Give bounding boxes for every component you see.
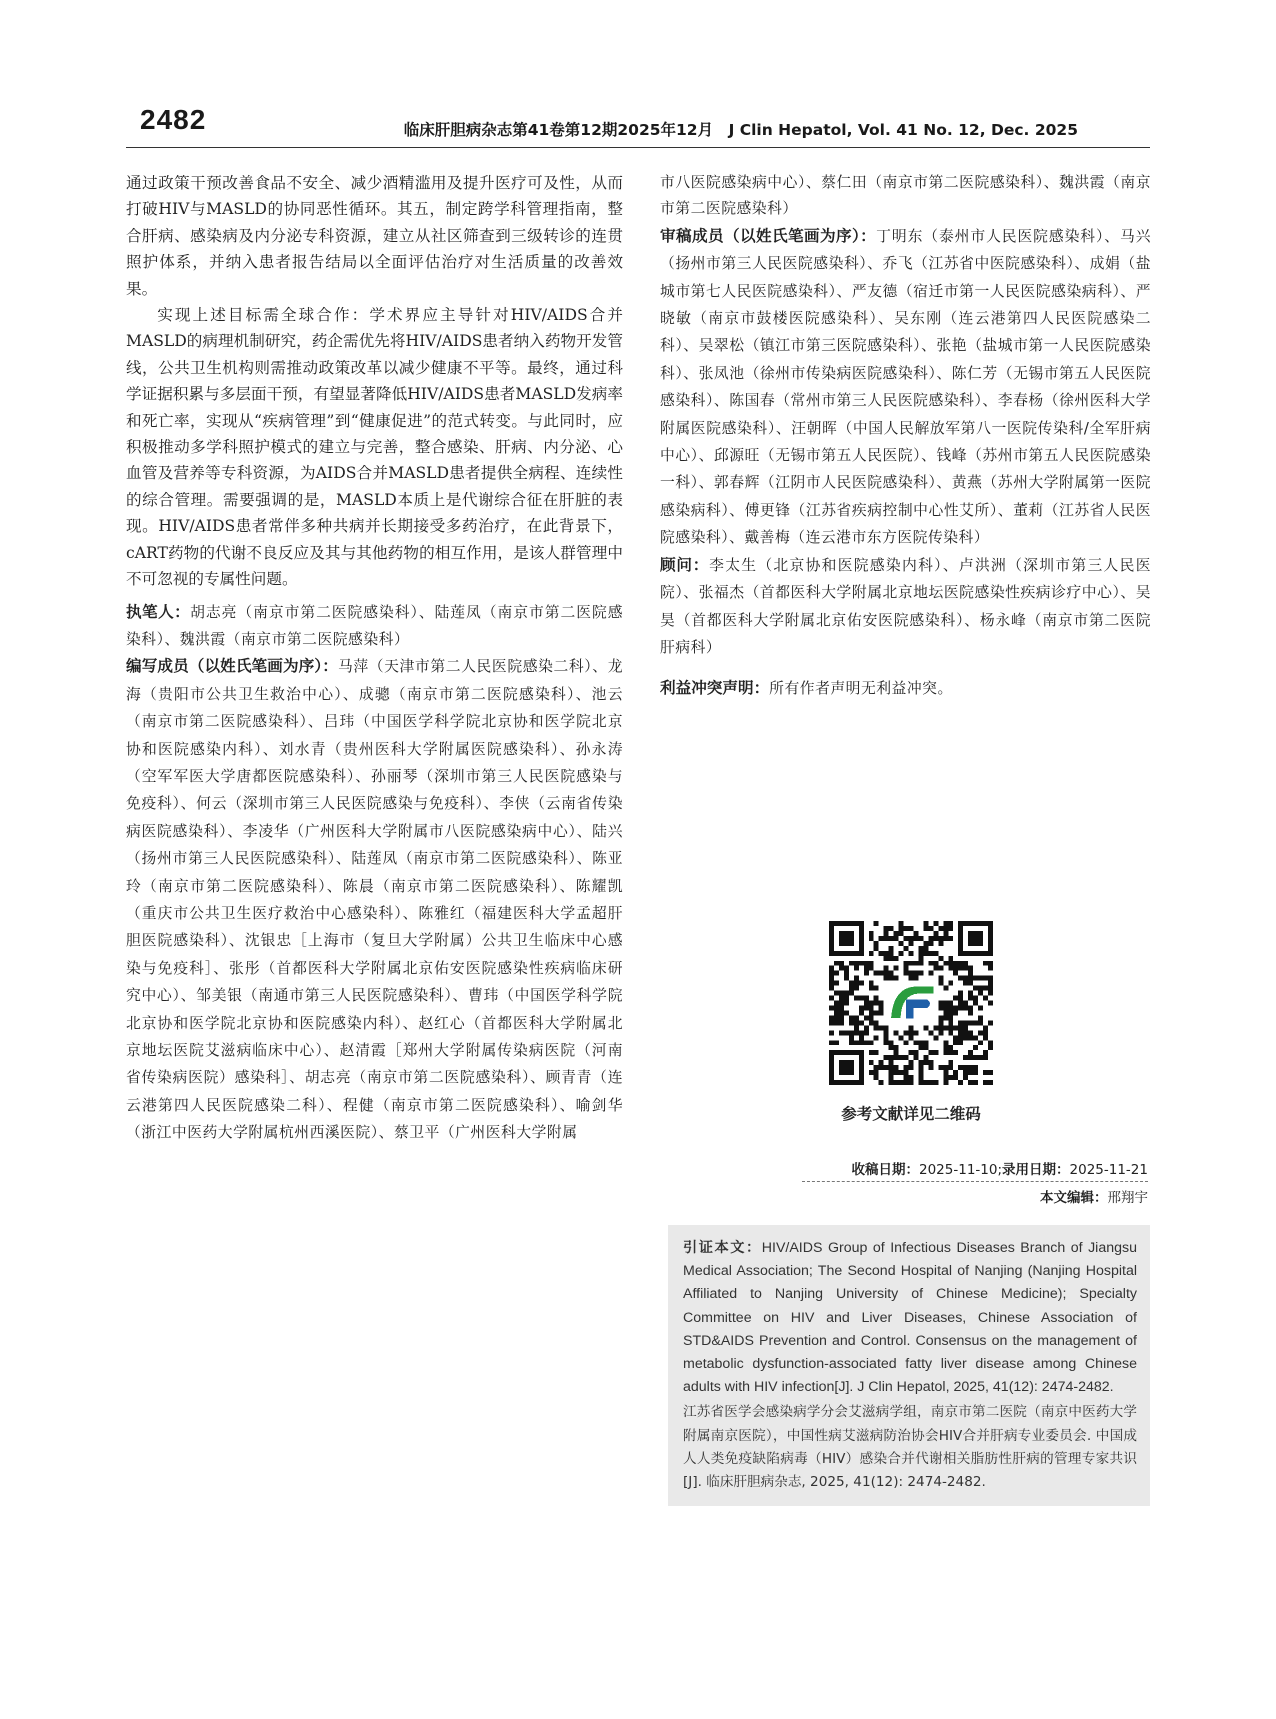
members-list: 马萍（天津市第二人民医院感染二科）、龙海（贵阳市公共卫生救治中心）、成骢（南京市第二医院感染科）、池云（南京市第二医院感染科）、吕玮（中国医学科学院北京协和医学院北京协和医院感染内科）、刘水青（贵州医科大学附属医院感染科）、孙永涛（空军军医大学唐都医院感染科）、孙丽琴（深圳市第三人民医院感染与免疫科）、何云（深圳市第三人民医院感染与免疫科）、李侠（云南省传染病医院感染科）、李凌华（广州医科大学附属市八医院感染病中心）、陆兴（扬州市第三人民医院感染科）、陆莲凤（南京市第二医院感染科）、陈亚玲（南京市第二医院感染科）、陈晨（南京市第二医院感染科）、陈耀凯（重庆市公共卫生医疗救治中心感染科）、陈雅红（福建医科大学孟超肝胆医院感染科）、沈银忠［上海市（复旦大学附属）公共卫生临床中心感染与免疫科］、张彤（首都医科大学附属北京佑安医院感染性疾病临床研究中心）、邹美银（南通市第三人民医院感染科）、曹玮（中国医学科学院北京协和医学院北京协和医院感染内科）、赵红心（首都医科大学附属北京地坛医院艾滋病临床中心）、赵清霞［郑州大学附属传染病医院（河南省传染病医院）感染科］、胡志亮（南京市第二医院感染科）、顾青青（连云港第四人民医院感染二科）、程健（南京市第二医院感染科）、喻剑华（浙江中医药大学附属杭州西溪医院）、蔡卫平（广州医科大学附属 <box>126 658 623 1142</box>
header-rule <box>126 147 1150 148</box>
editor-name: 邢翔宇 <box>1107 1190 1148 1206</box>
reviewers-label: 审稿成员（以姓氏笔画为序）： <box>660 226 877 245</box>
advisors-entry <box>660 552 1151 662</box>
members-label: 编写成员（以姓氏笔画为序）： <box>126 657 338 676</box>
advisors-list: 李太生（北京协和医院感染内科）、卢洪洲（深圳市第三人民医院）、张福杰（首都医科大学附属北京地坛医院感染性疾病诊疗中心）、吴昊（首都医科大学附属北京佑安医院感染科）、杨永峰（南京市第二医院肝病科） <box>660 556 1151 656</box>
dates-rule <box>802 1181 1148 1182</box>
accepted-date: 2025-11-21 <box>1069 1162 1148 1178</box>
advisors-label: 顾问： <box>660 555 710 574</box>
coi-entry <box>660 675 1151 702</box>
members-list-continued: 市八医院感染病中心）、蔡仁田（南京市第二医院感染科）、魏洪霞（南京市第二医院感染科） <box>660 174 1151 218</box>
running-head: 临床肝胆病杂志第41卷第12期2025年12月 J Clin Hepatol, Vol. 41 No. 12, Dec. 2025 <box>403 121 1078 139</box>
received-label: 收稿日期： <box>851 1162 919 1178</box>
coi-text: 所有作者声明无利益冲突。 <box>769 680 953 698</box>
coi-label: 利益冲突声明： <box>660 679 770 698</box>
citation-label: 引证本文： <box>683 1240 762 1256</box>
page-header <box>0 0 1276 150</box>
dates-line: 收稿日期：2025-11-10;录用日期：2025-11-21 <box>851 1162 1148 1178</box>
right-column <box>660 170 1151 703</box>
citation-box <box>668 1225 1150 1506</box>
citation-chinese: 江苏省医学会感染病学分会艾滋病学组，南京市第二医院（南京中医药大学附属南京医院），中国性病艾滋病防治协会HIV合并肝病专业委员会. 中国成人人类免疫缺陷病毒（HIV）感染合并代谢相关脂肪性肝病的管理专家共识[J]. 临床肝胆病杂志, 2025, 41(12): 2474-2482. <box>683 1404 1137 1491</box>
reviewers-entry <box>660 223 1151 552</box>
accepted-label: 录用日期： <box>1002 1162 1070 1178</box>
received-date: 2025-11-10 <box>919 1162 998 1178</box>
qr-caption: 参考文献详见二维码 <box>841 1105 981 1123</box>
members-entry <box>126 653 623 1146</box>
qr-code[interactable] <box>829 921 993 1085</box>
reviewers-list: 丁明东（泰州市人民医院感染科）、马兴（扬州市第三人民医院感染科）、乔飞（江苏省中医院感染科）、成娟（盐城市第七人民医院感染科）、严友德（宿迁市第一人民医院感染病科）、严晓敏（南京市鼓楼医院感染科）、吴东刚（连云港第四人民医院感染二科）、吴翠松（镇江市第三医院感染科）、张艳（盐城市第一人民医院感染科）、张凤池（徐州市传染病医院感染科）、陈仁芳（无锡市第五人民医院感染科）、陈国春（常州市第三人民医院感染科）、李春杨（徐州医科大学附属医院感染科）、汪朝晖（中国人民解放军第八一医院传染科/全军肝病中心）、邱源旺（无锡市第五人民医院）、钱峰（苏州市第五人民医院感染一科）、郭春辉（江阴市人民医院感染科）、黄燕（苏州大学附属第一医院感染病科）、傅更锋（江苏省疾病控制中心性艾所）、董莉（江苏省人民医院感染科）、戴善梅（连云港市东方医院传染科） <box>660 227 1151 547</box>
writers-list: 胡志亮（南京市第二医院感染科）、陆莲凤（南京市第二医院感染科）、魏洪霞（南京市第二医院感染科） <box>126 603 623 648</box>
citation-english-text: HIV/AIDS Group of Infectious Diseases Branch of Jiangsu Medical Association; The Second Hospital of Nanjing (Nanjing Hospital Affiliated to Nanjing University of Chinese Medicine); Specialty Committee on HIV and Liver Diseases, Chinese Association of STD&AIDS Prevention and Control. Consensus on the management of metabolic dysfunction-associated fatty liver disease among Chinese adults with HIV infection[J]. J Clin Hepatol, 2025, 41(12): 2474-2482. <box>683 1240 1137 1396</box>
qr-code-icon <box>829 921 993 1085</box>
body-paragraph: 实现上述目标需全球合作：学术界应主导针对HIV/AIDS合并MASLD的病理机制研究，药企需优先将HIV/AIDS患者纳入药物开发管线，公共卫生机构则需推动政策改革以减少健康不平等。最终，通过科学证据积累与多层面干预，有望显著降低HIV/AIDS患者MASLD发病率和死亡率，实现从“疾病管理”到“健康促进”的范式转变。与此同时，应积极推动多学科照护模式的建立与完善，整合感染、肝病、内分泌、心血管及营养等专科资源，为AIDS合并MASLD患者提供全病程、连续性的综合管理。需要强调的是，MASLD本质上是代谢综合征在肝脏的表现。HIV/AIDS患者常伴多种共病并长期接受多药治疗，在此背景下，cART药物的代谢不良反应及其与其他药物的相互作用，是该人群管理中不可忽视的专属性问题。 <box>126 306 623 589</box>
citation-english <box>683 1237 1137 1399</box>
writers-label: 执笔人： <box>126 602 191 621</box>
page-number: 2482 <box>140 104 207 135</box>
editor-label: 本文编辑： <box>1040 1190 1108 1206</box>
writers-entry <box>126 599 623 654</box>
left-column <box>126 170 623 1147</box>
body-paragraph: 通过政策干预改善食品不安全、减少酒精滥用及提升医疗可及性，从而打破HIV与MASLD的协同恶性循环。其五，制定跨学科管理指南，整合肝病、感染病及内分泌专科资源，建立从社区筛查到三级转诊的连贯照护体系，并纳入患者报告结局以全面评估治疗对生活质量的改善效果。 <box>126 174 623 298</box>
editor-line <box>1040 1186 1148 1206</box>
